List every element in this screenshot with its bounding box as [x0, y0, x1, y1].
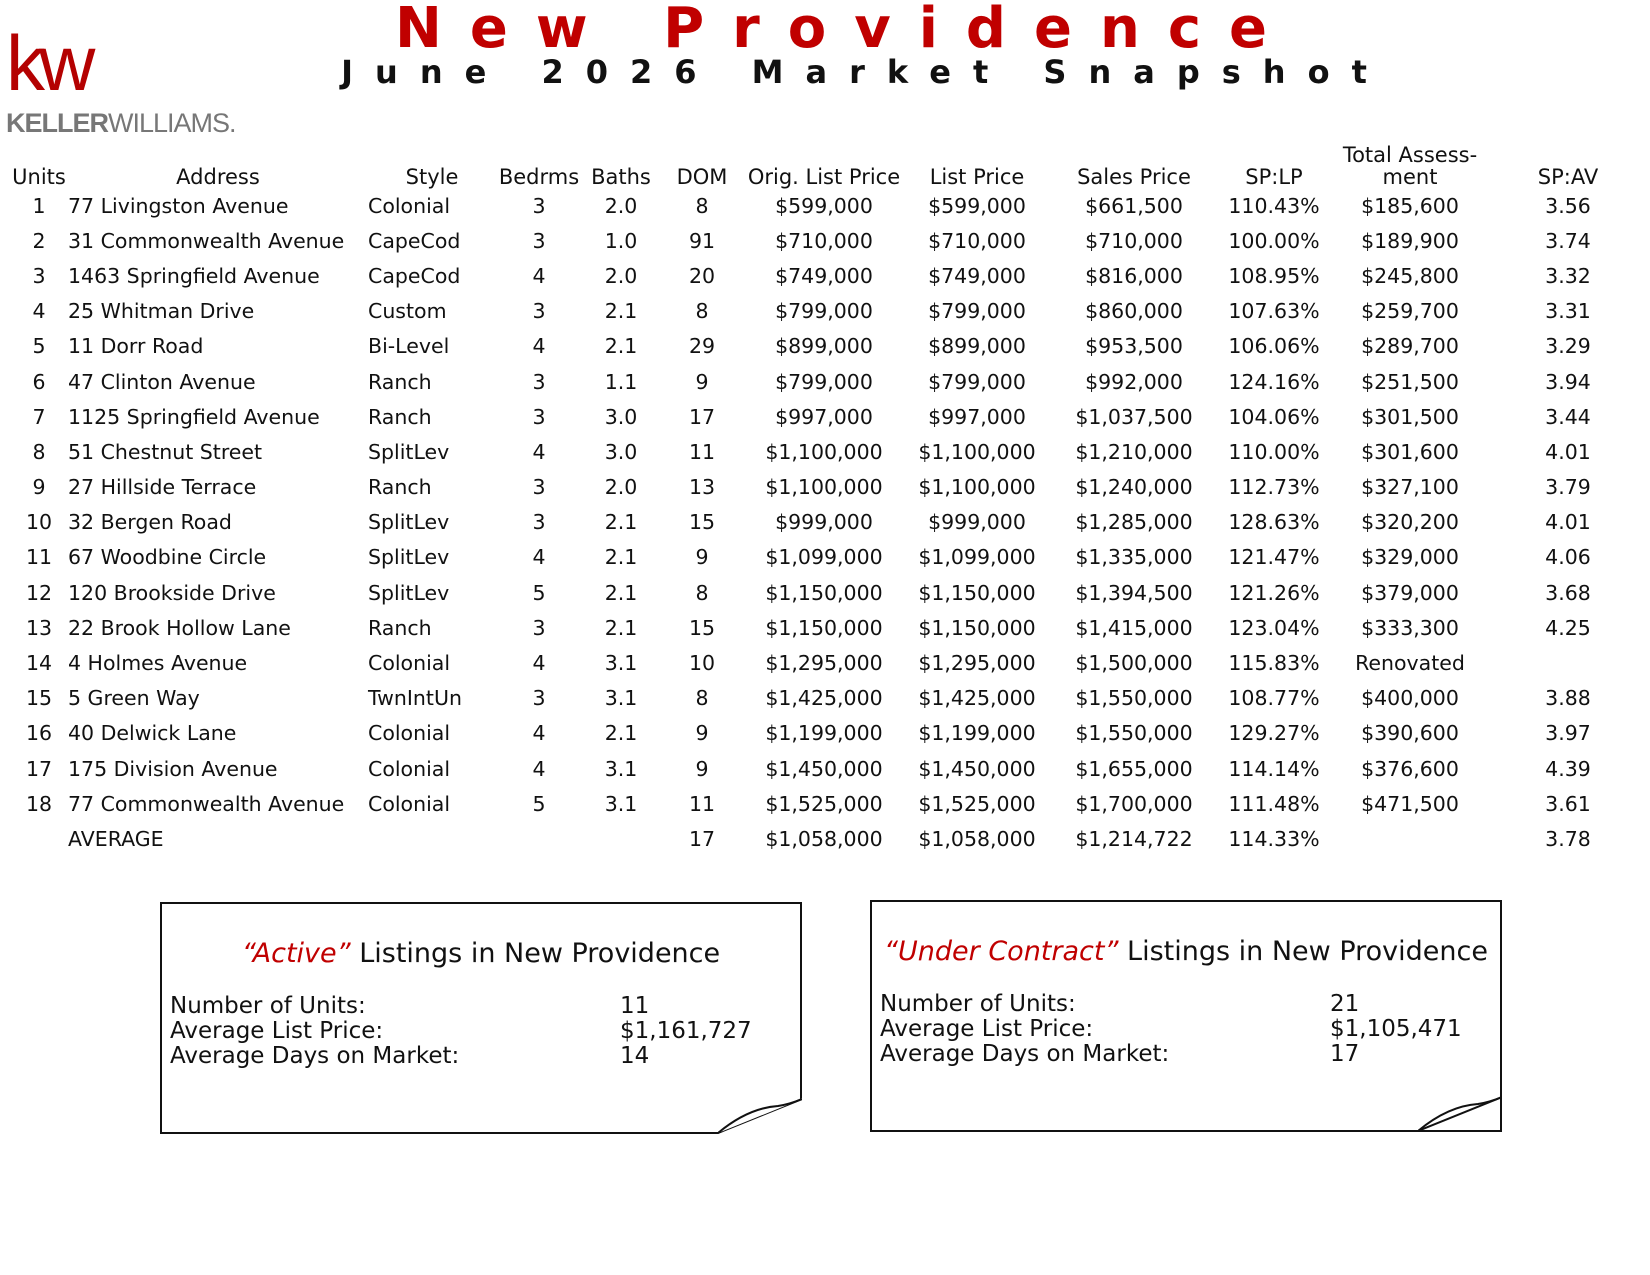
under-contract-units-value: 21 — [1330, 991, 1360, 1017]
cell-total-assessment: $329,000 — [1361, 545, 1459, 570]
column-header-sales-price: Sales Price — [1077, 164, 1191, 189]
cell-baths: 3.1 — [604, 791, 638, 816]
cell-address: 1463 Springfield Avenue — [68, 263, 320, 288]
cell-style: Colonial — [368, 651, 451, 676]
table-row — [10, 470, 1646, 505]
cell-sp-av: 4.06 — [1545, 545, 1591, 570]
cell-bedrooms: 3 — [532, 686, 546, 711]
cell-list-price: $1,100,000 — [918, 439, 1036, 464]
cell-total-assessment: $390,600 — [1361, 721, 1459, 746]
average-address: AVERAGE — [68, 826, 164, 851]
cell-dom: 9 — [695, 721, 709, 746]
cell-style: TwnIntUn — [368, 686, 462, 711]
average-bedrooms — [496, 821, 582, 856]
cell-bedrooms: 3 — [532, 369, 546, 394]
table-row — [10, 645, 1646, 680]
cell-sales-price: $860,000 — [1085, 299, 1183, 324]
cell-sp-av: 3.74 — [1545, 228, 1591, 253]
cell-units: 1 — [32, 193, 46, 218]
cell-sp-lp: 108.95% — [1228, 263, 1320, 288]
cell-baths: 1.1 — [604, 369, 638, 394]
cell-units: 9 — [32, 475, 46, 500]
cell-total-assessment: $333,300 — [1361, 615, 1459, 640]
column-header-list-price: List Price — [929, 164, 1025, 189]
cell-dom: 91 — [688, 228, 716, 253]
cell-baths: 3.1 — [604, 686, 638, 711]
cell-sp-lp: 106.06% — [1228, 334, 1320, 359]
table-row — [10, 540, 1646, 575]
cell-sp-lp: 111.48% — [1228, 791, 1320, 816]
page-curl-icon — [1418, 1096, 1502, 1132]
cell-bedrooms: 4 — [532, 721, 546, 746]
cell-orig-list-price: $1,450,000 — [765, 756, 883, 781]
cell-bedrooms: 4 — [532, 756, 546, 781]
cell-style: Colonial — [368, 721, 451, 746]
cell-address: 4 Holmes Avenue — [68, 651, 248, 676]
cell-list-price: $1,150,000 — [918, 580, 1036, 605]
cell-sp-av: 3.94 — [1545, 369, 1591, 394]
cell-sp-av — [1490, 645, 1646, 680]
table-row — [10, 751, 1646, 786]
cell-address: 11 Dorr Road — [68, 334, 204, 359]
cell-bedrooms: 3 — [532, 510, 546, 535]
cell-dom: 13 — [688, 475, 716, 500]
cell-sp-lp: 104.06% — [1228, 404, 1320, 429]
cell-sales-price: $661,500 — [1085, 193, 1183, 218]
cell-total-assessment: $259,700 — [1361, 299, 1459, 324]
cell-style: SplitLev — [368, 580, 450, 605]
cell-units: 18 — [25, 791, 53, 816]
cell-dom: 8 — [695, 299, 709, 324]
cell-address: 32 Bergen Road — [68, 510, 232, 535]
cell-sales-price: $1,240,000 — [1075, 475, 1193, 500]
cell-baths: 2.1 — [604, 334, 638, 359]
cell-units: 8 — [32, 439, 46, 464]
average-style — [368, 821, 496, 856]
cell-baths: 1.0 — [604, 228, 638, 253]
cell-dom: 8 — [695, 580, 709, 605]
cell-list-price: $1,450,000 — [918, 756, 1036, 781]
cell-list-price: $1,150,000 — [918, 615, 1036, 640]
cell-sp-lp: 110.00% — [1228, 439, 1320, 464]
cell-bedrooms: 3 — [532, 299, 546, 324]
average-list-price: $1,058,000 — [918, 826, 1036, 851]
cell-address: 67 Woodbine Circle — [68, 545, 267, 570]
column-header-total-assessment: Total Assess-ment — [1342, 142, 1478, 189]
cell-total-assessment: $251,500 — [1361, 369, 1459, 394]
active-title-rest: Listings in New Providence — [350, 938, 721, 969]
cell-units: 11 — [25, 545, 53, 570]
column-header-baths: Baths — [591, 164, 651, 189]
active-title-em: “Active” — [241, 938, 351, 969]
cell-units: 5 — [32, 334, 46, 359]
cell-sp-av: 3.56 — [1545, 193, 1591, 218]
cell-list-price: $749,000 — [928, 263, 1026, 288]
cell-total-assessment: $327,100 — [1361, 475, 1459, 500]
column-header-sp-av: SP:AV — [1537, 164, 1599, 189]
page-curl-icon — [718, 1098, 802, 1134]
cell-orig-list-price: $1,525,000 — [765, 791, 883, 816]
cell-orig-list-price: $799,000 — [775, 369, 873, 394]
column-header-sp-lp: SP:LP — [1245, 164, 1303, 189]
cell-orig-list-price: $1,099,000 — [765, 545, 883, 570]
active-avg-price-value: $1,161,727 — [620, 1018, 752, 1044]
logo-name-light: WILLIAMS. — [108, 108, 236, 138]
cell-list-price: $599,000 — [928, 193, 1026, 218]
cell-units: 15 — [25, 686, 53, 711]
cell-sp-av: 4.39 — [1545, 756, 1591, 781]
cell-units: 16 — [25, 721, 53, 746]
cell-units: 14 — [25, 651, 53, 676]
cell-orig-list-price: $999,000 — [775, 510, 873, 535]
cell-style: Colonial — [368, 756, 451, 781]
cell-style: Ranch — [368, 369, 432, 394]
cell-orig-list-price: $710,000 — [775, 228, 873, 253]
cell-address: 175 Division Avenue — [68, 756, 278, 781]
table-row — [10, 681, 1646, 716]
cell-list-price: $1,295,000 — [918, 651, 1036, 676]
table-row — [10, 716, 1646, 751]
cell-address: 77 Livingston Avenue — [68, 193, 289, 218]
cell-bedrooms: 5 — [532, 791, 546, 816]
cell-baths: 3.0 — [604, 404, 638, 429]
cell-sp-av: 3.44 — [1545, 404, 1591, 429]
column-header-units: Units — [12, 164, 66, 189]
cell-address: 51 Chestnut Street — [68, 439, 263, 464]
cell-list-price: $1,099,000 — [918, 545, 1036, 570]
cell-list-price: $799,000 — [928, 299, 1026, 324]
cell-sp-lp: 128.63% — [1228, 510, 1320, 535]
cell-dom: 17 — [688, 404, 716, 429]
kw-logo-name — [6, 108, 236, 139]
cell-units: 17 — [25, 756, 53, 781]
cell-sales-price: $1,210,000 — [1075, 439, 1193, 464]
cell-list-price: $799,000 — [928, 369, 1026, 394]
cell-style: Bi-Level — [368, 334, 450, 359]
cell-bedrooms: 4 — [532, 651, 546, 676]
cell-address: 40 Delwick Lane — [68, 721, 237, 746]
cell-sp-av: 3.97 — [1545, 721, 1591, 746]
cell-bedrooms: 4 — [532, 545, 546, 570]
cell-sales-price: $816,000 — [1085, 263, 1183, 288]
cell-baths: 2.1 — [604, 299, 638, 324]
cell-bedrooms: 3 — [532, 404, 546, 429]
cell-address: 31 Commonwealth Avenue — [68, 228, 345, 253]
table-row — [10, 505, 1646, 540]
page-title: New Providence — [394, 0, 1296, 61]
table-row — [10, 294, 1646, 329]
cell-list-price: $1,525,000 — [918, 791, 1036, 816]
cell-dom: 11 — [688, 791, 716, 816]
cell-baths: 3.0 — [604, 439, 638, 464]
cell-style: Ranch — [368, 475, 432, 500]
cell-dom: 8 — [695, 686, 709, 711]
cell-sp-lp: 123.04% — [1228, 615, 1320, 640]
cell-baths: 2.1 — [604, 615, 638, 640]
cell-sp-av: 4.25 — [1545, 615, 1591, 640]
active-units-label: Number of Units: — [170, 993, 366, 1019]
cell-sales-price: $1,285,000 — [1075, 510, 1193, 535]
table-row — [10, 786, 1646, 821]
cell-style: SplitLev — [368, 545, 450, 570]
under-contract-avg-dom-label: Average Days on Market: — [880, 1041, 1170, 1067]
average-baths — [582, 821, 660, 856]
cell-sales-price: $1,655,000 — [1075, 756, 1193, 781]
table-row — [10, 364, 1646, 399]
cell-sp-av: 4.01 — [1545, 439, 1591, 464]
cell-list-price: $899,000 — [928, 334, 1026, 359]
cell-bedrooms: 4 — [532, 263, 546, 288]
average-sp-lp: 114.33% — [1228, 826, 1320, 851]
column-header-address: Address — [176, 164, 260, 189]
cell-baths: 2.0 — [604, 193, 638, 218]
cell-baths: 3.1 — [604, 756, 638, 781]
cell-orig-list-price: $599,000 — [775, 193, 873, 218]
active-box-title — [162, 938, 800, 969]
cell-total-assessment: $301,500 — [1361, 404, 1459, 429]
table-header-row — [10, 142, 1646, 188]
column-header-style: Style — [405, 164, 459, 189]
cell-total-assessment: $301,600 — [1361, 439, 1459, 464]
table-row — [10, 610, 1646, 645]
cell-orig-list-price: $1,199,000 — [765, 721, 883, 746]
cell-units: 3 — [32, 263, 46, 288]
cell-address: 5 Green Way — [68, 686, 200, 711]
cell-sp-av: 3.29 — [1545, 334, 1591, 359]
cell-dom: 20 — [688, 263, 716, 288]
cell-orig-list-price: $1,425,000 — [765, 686, 883, 711]
cell-sp-av: 3.68 — [1545, 580, 1591, 605]
table-row — [10, 223, 1646, 258]
cell-orig-list-price: $799,000 — [775, 299, 873, 324]
cell-list-price: $710,000 — [928, 228, 1026, 253]
cell-baths: 2.0 — [604, 263, 638, 288]
cell-sp-av: 3.88 — [1545, 686, 1591, 711]
cell-units: 6 — [32, 369, 46, 394]
cell-bedrooms: 3 — [532, 475, 546, 500]
cell-orig-list-price: $1,150,000 — [765, 580, 883, 605]
cell-baths: 3.1 — [604, 651, 638, 676]
cell-style: Colonial — [368, 791, 451, 816]
cell-total-assessment: $189,900 — [1361, 228, 1459, 253]
cell-bedrooms: 4 — [532, 439, 546, 464]
cell-sp-lp: 100.00% — [1228, 228, 1320, 253]
cell-units: 10 — [25, 510, 53, 535]
table-row — [10, 434, 1646, 469]
cell-list-price: $1,425,000 — [918, 686, 1036, 711]
cell-sp-av: 3.32 — [1545, 263, 1591, 288]
cell-sp-lp: 115.83% — [1228, 651, 1320, 676]
logo-name-bold: KELLER — [6, 108, 108, 138]
cell-sales-price: $1,500,000 — [1075, 651, 1193, 676]
cell-total-assessment: $185,600 — [1361, 193, 1459, 218]
cell-sp-lp: 110.43% — [1228, 193, 1320, 218]
table-row — [10, 575, 1646, 610]
cell-total-assessment: $245,800 — [1361, 263, 1459, 288]
cell-total-assessment: $379,000 — [1361, 580, 1459, 605]
cell-dom: 15 — [688, 615, 716, 640]
cell-sp-lp: 112.73% — [1228, 475, 1320, 500]
cell-style: Colonial — [368, 193, 451, 218]
active-avg-dom-label: Average Days on Market: — [170, 1043, 460, 1069]
average-row — [10, 821, 1646, 856]
cell-dom: 15 — [688, 510, 716, 535]
cell-list-price: $1,100,000 — [918, 475, 1036, 500]
cell-orig-list-price: $1,150,000 — [765, 615, 883, 640]
cell-units: 7 — [32, 404, 46, 429]
cell-dom: 11 — [688, 439, 716, 464]
cell-address: 22 Brook Hollow Lane — [68, 615, 291, 640]
column-header-dom: DOM — [676, 164, 728, 189]
cell-address: 120 Brookside Drive — [68, 580, 276, 605]
cell-orig-list-price: $1,295,000 — [765, 651, 883, 676]
cell-total-assessment: $320,200 — [1361, 510, 1459, 535]
cell-sp-lp: 121.47% — [1228, 545, 1320, 570]
cell-baths: 2.1 — [604, 580, 638, 605]
cell-baths: 2.0 — [604, 475, 638, 500]
average-units — [10, 821, 68, 856]
cell-sales-price: $1,700,000 — [1075, 791, 1193, 816]
cell-units: 4 — [32, 299, 46, 324]
cell-list-price: $1,199,000 — [918, 721, 1036, 746]
cell-style: SplitLev — [368, 439, 450, 464]
cell-style: CapeCod — [368, 228, 461, 253]
cell-sp-av: 4.01 — [1545, 510, 1591, 535]
table-row — [10, 188, 1646, 223]
cell-style: Ranch — [368, 404, 432, 429]
active-avg-dom-value: 14 — [620, 1043, 650, 1069]
cell-style: CapeCod — [368, 263, 461, 288]
cell-bedrooms: 3 — [532, 193, 546, 218]
cell-address: 47 Clinton Avenue — [68, 369, 256, 394]
cell-sp-lp: 124.16% — [1228, 369, 1320, 394]
cell-units: 2 — [32, 228, 46, 253]
cell-total-assessment: $376,600 — [1361, 756, 1459, 781]
cell-sales-price: $1,335,000 — [1075, 545, 1193, 570]
cell-sp-lp: 129.27% — [1228, 721, 1320, 746]
average-sales-price: $1,214,722 — [1075, 826, 1193, 851]
cell-style: Ranch — [368, 615, 432, 640]
average-total-assessment — [1330, 821, 1490, 856]
under-contract-avg-price-label: Average List Price: — [880, 1016, 1094, 1042]
under-contract-avg-dom-value: 17 — [1330, 1041, 1360, 1067]
cell-address: 1125 Springfield Avenue — [68, 404, 320, 429]
cell-total-assessment: $289,700 — [1361, 334, 1459, 359]
cell-style: SplitLev — [368, 510, 450, 535]
active-listings-box — [160, 902, 802, 1134]
cell-orig-list-price: $749,000 — [775, 263, 873, 288]
average-sp-av: 3.78 — [1545, 826, 1591, 851]
sales-table — [10, 142, 1646, 857]
cell-sp-av: 3.79 — [1545, 475, 1591, 500]
cell-units: 13 — [25, 615, 53, 640]
table-row — [10, 258, 1646, 293]
cell-sp-av: 3.31 — [1545, 299, 1591, 324]
cell-sales-price: $953,500 — [1085, 334, 1183, 359]
under-contract-avg-price-value: $1,105,471 — [1330, 1016, 1462, 1042]
table-row — [10, 399, 1646, 434]
cell-total-assessment: $400,000 — [1361, 686, 1459, 711]
cell-dom: 8 — [695, 193, 709, 218]
cell-total-assessment: $471,500 — [1361, 791, 1459, 816]
cell-total-assessment: Renovated — [1355, 651, 1465, 676]
cell-address: 77 Commonwealth Avenue — [68, 791, 345, 816]
cell-sp-av: 3.61 — [1545, 791, 1591, 816]
table-row — [10, 329, 1646, 364]
cell-orig-list-price: $899,000 — [775, 334, 873, 359]
cell-bedrooms: 3 — [532, 615, 546, 640]
cell-sp-lp: 121.26% — [1228, 580, 1320, 605]
cell-orig-list-price: $1,100,000 — [765, 475, 883, 500]
cell-baths: 2.1 — [604, 510, 638, 535]
cell-orig-list-price: $997,000 — [775, 404, 873, 429]
average-orig-list-price: $1,058,000 — [765, 826, 883, 851]
cell-baths: 2.1 — [604, 721, 638, 746]
cell-units: 12 — [25, 580, 53, 605]
cell-list-price: $997,000 — [928, 404, 1026, 429]
cell-bedrooms: 4 — [532, 334, 546, 359]
cell-orig-list-price: $1,100,000 — [765, 439, 883, 464]
under-contract-listings-box — [870, 900, 1502, 1132]
column-header-orig-list-price: Orig. List Price — [747, 164, 901, 189]
cell-list-price: $999,000 — [928, 510, 1026, 535]
kw-logo-mark: kw — [6, 19, 90, 107]
cell-bedrooms: 3 — [532, 228, 546, 253]
cell-sales-price: $1,037,500 — [1075, 404, 1193, 429]
cell-bedrooms: 5 — [532, 580, 546, 605]
under-contract-title-em: “Under Contract” — [884, 936, 1119, 967]
cell-dom: 10 — [688, 651, 716, 676]
active-units-value: 11 — [620, 993, 650, 1019]
cell-dom: 9 — [695, 369, 709, 394]
page-subtitle: June 2026 Market Snapshot — [341, 53, 1389, 91]
cell-dom: 9 — [695, 756, 709, 781]
cell-style: Custom — [368, 299, 447, 324]
under-contract-title-rest: Listings in New Providence — [1118, 936, 1488, 967]
cell-sp-lp: 108.77% — [1228, 686, 1320, 711]
under-contract-units-label: Number of Units: — [880, 991, 1076, 1017]
cell-address: 27 Hillside Terrace — [68, 475, 257, 500]
cell-sales-price: $992,000 — [1085, 369, 1183, 394]
cell-address: 25 Whitman Drive — [68, 299, 255, 324]
cell-sales-price: $1,415,000 — [1075, 615, 1193, 640]
cell-dom: 9 — [695, 545, 709, 570]
active-avg-price-label: Average List Price: — [170, 1018, 384, 1044]
cell-sp-lp: 107.63% — [1228, 299, 1320, 324]
cell-sales-price: $1,550,000 — [1075, 686, 1193, 711]
cell-sales-price: $1,394,500 — [1075, 580, 1193, 605]
cell-sp-lp: 114.14% — [1228, 756, 1320, 781]
cell-sales-price: $1,550,000 — [1075, 721, 1193, 746]
column-header-bedrooms: Bedrms — [498, 164, 580, 189]
under-contract-box-title — [872, 936, 1500, 967]
cell-dom: 29 — [688, 334, 716, 359]
cell-sales-price: $710,000 — [1085, 228, 1183, 253]
cell-baths: 2.1 — [604, 545, 638, 570]
average-dom: 17 — [688, 826, 716, 851]
